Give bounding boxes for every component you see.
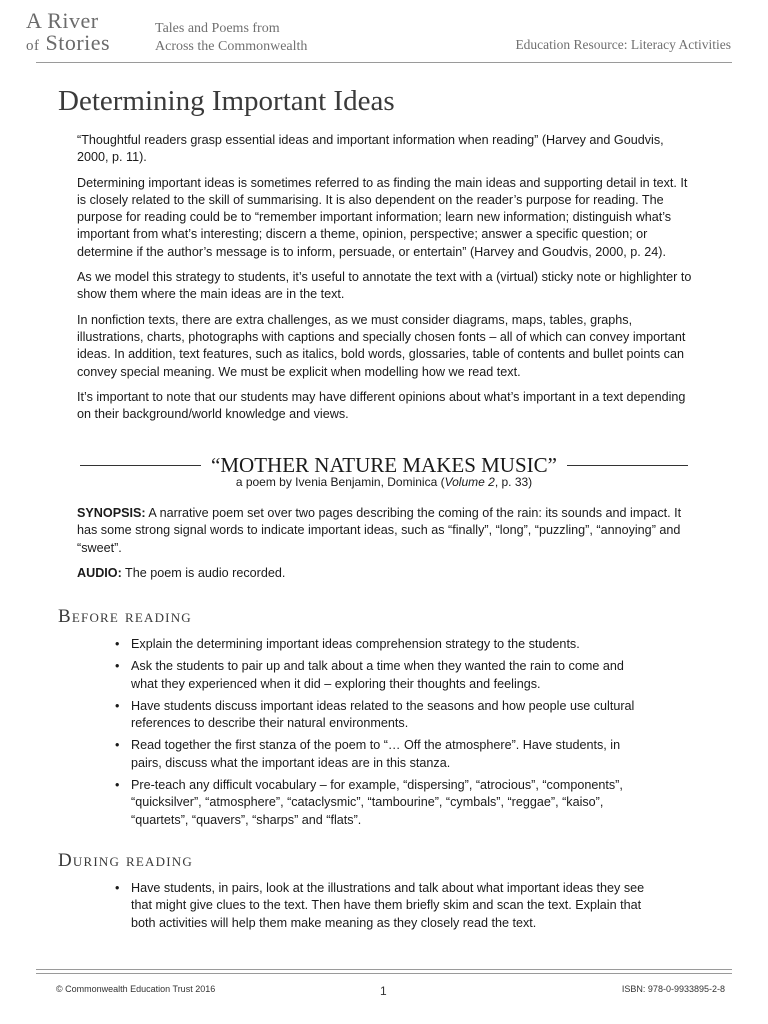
during-reading-list (115, 880, 645, 937)
synopsis (77, 505, 692, 557)
synopsis-label: SYNOPSIS: (77, 506, 146, 520)
audio-note (77, 565, 692, 582)
before-reading-list (115, 636, 645, 834)
header-divider (36, 62, 732, 63)
bullet-icon: • (115, 659, 120, 674)
audio-text: The poem is audio recorded. (121, 565, 286, 580)
before-reading-heading: Before reading (58, 606, 192, 627)
logo-word-a: A (26, 8, 42, 33)
list-item: • Explain the determining important ideas comprehension strategy to the students. (115, 636, 645, 653)
intro-paragraph: Determining important ideas is sometimes referred to as finding the main ideas and supporting detail in text. It is closely related to the skill of summarising. It is also dependent on the reader’s purpose for reading. The purpose for reading could be to “remember important information; learn new information; distinguish what’s important from what’s interesting; discern a theme, opinion, perspective; answer a specific question; or determine if the author’s message is to inform, persuade, or entertain” (Harvey and Goudvis, 2000, p. 24). (77, 175, 688, 259)
intro-text (77, 132, 692, 431)
isbn: ISBN: 978-0-9933895-2-8 (621, 984, 725, 994)
page-header (0, 0, 768, 62)
poem-info (77, 505, 692, 590)
logo (26, 10, 110, 54)
intro-paragraph: As we model this strategy to students, it’s useful to annotate the text with a (virtual) sticky note or highlighter to show them where the main ideas are in the text. (77, 270, 692, 302)
heading-rule-left (80, 465, 201, 466)
list-item: • Have students discuss important ideas related to the seasons and how people use cultural references to describe their natural environments. (115, 698, 635, 731)
logo-word-stories: Stories (45, 30, 111, 55)
credit-volume: Volume 2 (444, 475, 495, 489)
bullet-icon: • (115, 881, 120, 895)
list-item: • Ask the students to pair up and talk about a time when they wanted the rain to come and what they experienced when it did – exploring their thoughts and feelings. (115, 659, 624, 691)
intro-paragraph: In nonfiction texts, there are extra challenges, as we must consider diagrams, maps, tables, graphs, illustrations, charts, photographs with captions and specially chosen fonts – all of which can convey important ideas. In addition, text features, such as italics, bold words, glossaries, table of contents and bullet points can convey special meaning. We must be explicit when modelling how we read text. (77, 312, 686, 379)
list-item: • Pre-teach any difficult vocabulary – for example, “dispersing”, “atrocious”, “components”, “quicksilver”, “atmosphere”, “cataclysmic”, “tambourine”, “cymbals”, “reggae”, “kaiso”, “quartets”, “quavers”, “sharps” and “flats”. (115, 778, 623, 827)
bullet-icon: • (115, 637, 120, 651)
poem-credit (0, 475, 768, 489)
tagline (155, 20, 307, 56)
page-title: Determining Important Ideas (58, 85, 395, 117)
page-number: 1 (380, 984, 387, 998)
resource-label: Education Resource: Literacy Activities (515, 37, 731, 52)
heading-rule-right (567, 465, 688, 466)
bullet-icon: • (115, 698, 120, 713)
copyright: © Commonwealth Education Trust 2016 (56, 984, 216, 994)
footer-divider-2 (36, 973, 732, 974)
bullet-icon: • (115, 738, 120, 753)
credit-suffix: , p. 33) (494, 475, 533, 489)
list-item: • Read together the first stanza of the poem to “… Off the atmosphere”. Have students, in pairs, discuss what the important ideas are in this stanza. (115, 738, 621, 770)
audio-label: AUDIO: (77, 565, 122, 580)
poem-title: “MOTHER NATURE MAKES MUSIC” (211, 452, 557, 477)
synopsis-text: A narrative poem set over two pages describing the coming of the rain: its sounds and impact. It has some strong signal words to indicate important ideas, such as “finally”, “long”, “puzzling”, “annoying” and “sweet”. (77, 506, 682, 555)
list-item: • Have students, in pairs, look at the illustrations and talk about what important ideas they see that might give clues to the text. Then have them briefly skim and scan the text. Explain that both activities will help them make meaning as they closely read the text. (115, 881, 645, 930)
logo-word-of: of (26, 38, 40, 54)
bullet-icon: • (115, 778, 120, 793)
intro-paragraph: It’s important to note that our students may have different opinions about what’s important in a text depending on their background/world knowledge and views. (77, 389, 686, 422)
tagline-line-1: Tales and Poems from (155, 21, 280, 36)
credit-prefix: a poem by Ivenia Benjamin, Dominica ( (235, 475, 445, 489)
footer-divider (36, 969, 732, 970)
intro-paragraph: “Thoughtful readers grasp essential ideas and important information when reading” (Harvey and Goudvis, 2000, p. 11). (77, 133, 664, 165)
during-reading-heading: During reading (58, 850, 193, 871)
tagline-line-2: Across the Commonwealth (155, 39, 308, 54)
logo-word-river: River (47, 8, 99, 33)
